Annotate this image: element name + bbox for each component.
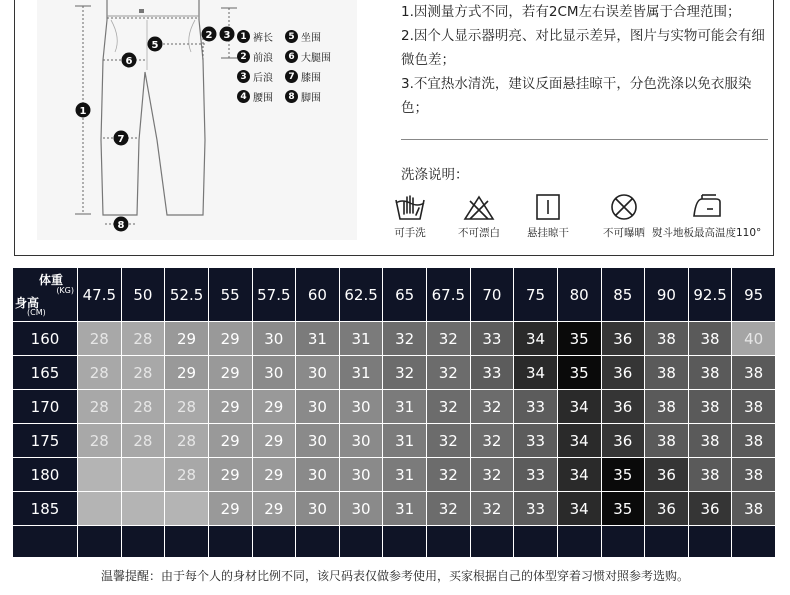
size-cell: 29 bbox=[208, 356, 252, 390]
legend-item-7: 7 膝围 bbox=[285, 69, 321, 84]
size-cell: 29 bbox=[252, 390, 296, 424]
legend-item-5: 5 坐围 bbox=[285, 29, 321, 44]
size-cell: 29 bbox=[208, 424, 252, 458]
diagram-marker-8: 8 bbox=[117, 220, 125, 231]
size-cell: 30 bbox=[252, 356, 296, 390]
weight-label: 体重 bbox=[38, 273, 63, 287]
size-cell: 31 bbox=[383, 390, 427, 424]
size-cell: 28 bbox=[165, 424, 209, 458]
footer-cell bbox=[13, 526, 78, 558]
size-cell: 30 bbox=[296, 492, 340, 526]
size-cell: 36 bbox=[601, 390, 645, 424]
weight-header-cell: 85 bbox=[601, 268, 645, 322]
size-cell: 34 bbox=[514, 356, 558, 390]
size-cell: 35 bbox=[601, 458, 645, 492]
size-cell: 28 bbox=[121, 390, 165, 424]
size-cell: 36 bbox=[601, 424, 645, 458]
size-cell: 32 bbox=[470, 390, 514, 424]
size-cell: 31 bbox=[339, 322, 383, 356]
size-cell: 35 bbox=[557, 356, 601, 390]
size-cell bbox=[78, 458, 122, 492]
weight-header-cell: 95 bbox=[732, 268, 776, 322]
wash-label: 熨斗地板最高温度110° bbox=[652, 227, 762, 239]
size-cell: 36 bbox=[688, 492, 732, 526]
table-row bbox=[13, 492, 776, 526]
table-row bbox=[13, 356, 776, 390]
weight-header-cell: 47.5 bbox=[78, 268, 122, 322]
height-cell: 165 bbox=[13, 356, 78, 390]
size-cell: 30 bbox=[339, 390, 383, 424]
size-cell: 32 bbox=[427, 458, 471, 492]
legend-item-6: 6 大腿围 bbox=[285, 49, 331, 64]
weight-header-cell: 55 bbox=[208, 268, 252, 322]
size-cell: 28 bbox=[78, 424, 122, 458]
footer-cell bbox=[121, 526, 165, 558]
table-row bbox=[13, 322, 776, 356]
size-cell: 30 bbox=[296, 390, 340, 424]
wash-item-no-sun-dry bbox=[603, 192, 645, 240]
footer-cell bbox=[645, 526, 689, 558]
size-cell: 32 bbox=[427, 390, 471, 424]
height-cell: 180 bbox=[13, 458, 78, 492]
size-cell: 32 bbox=[470, 458, 514, 492]
height-cell: 185 bbox=[13, 492, 78, 526]
size-cell: 35 bbox=[601, 492, 645, 526]
size-cell: 38 bbox=[688, 390, 732, 424]
legend-item-3: 3 后浪 bbox=[237, 69, 273, 84]
size-cell: 29 bbox=[165, 322, 209, 356]
iron-icon bbox=[690, 192, 724, 222]
note-3: 3.不宜热水清洗，建议反面悬挂晾干，分色洗涤以免衣服染色； bbox=[401, 76, 752, 116]
footer-cell bbox=[165, 526, 209, 558]
no-bleach-icon bbox=[462, 192, 496, 222]
size-cell: 38 bbox=[688, 424, 732, 458]
size-cell: 32 bbox=[470, 492, 514, 526]
weight-header-cell: 67.5 bbox=[427, 268, 471, 322]
footer-note: 温馨提醒：由于每个人的身材比例不同，该尺码表仅做参考使用，买家根据自己的体型穿着习惯对照参考选购。 bbox=[100, 569, 689, 583]
weight-header-cell: 57.5 bbox=[252, 268, 296, 322]
size-cell: 38 bbox=[645, 322, 689, 356]
size-cell: 28 bbox=[121, 322, 165, 356]
footer-cell bbox=[339, 526, 383, 558]
size-cell: 32 bbox=[427, 322, 471, 356]
note-2: 2.因个人显示器明亮、对比显示差异，图片与实物可能会有细微色差； bbox=[401, 28, 765, 68]
weight-header-cell: 92.5 bbox=[688, 268, 732, 322]
diagram-marker-6: 6 bbox=[125, 56, 133, 67]
size-cell: 38 bbox=[732, 356, 776, 390]
size-cell: 30 bbox=[339, 492, 383, 526]
size-cell: 38 bbox=[688, 322, 732, 356]
size-cell: 32 bbox=[427, 424, 471, 458]
size-cell: 32 bbox=[470, 424, 514, 458]
size-cell: 29 bbox=[208, 492, 252, 526]
footer-cell bbox=[514, 526, 558, 558]
care-notes bbox=[401, 0, 771, 120]
size-cell: 35 bbox=[557, 322, 601, 356]
size-cell: 38 bbox=[688, 458, 732, 492]
size-cell: 32 bbox=[383, 356, 427, 390]
info-panel bbox=[14, 0, 774, 256]
size-cell: 33 bbox=[514, 458, 558, 492]
size-cell: 34 bbox=[557, 458, 601, 492]
size-cell: 31 bbox=[383, 424, 427, 458]
weight-header-cell: 52.5 bbox=[165, 268, 209, 322]
size-cell: 38 bbox=[732, 492, 776, 526]
size-cell: 34 bbox=[514, 322, 558, 356]
footer-cell bbox=[732, 526, 776, 558]
size-cell: 36 bbox=[645, 458, 689, 492]
diagram-marker-1: 1 bbox=[79, 106, 87, 117]
wash-label: 可手洗 bbox=[394, 227, 426, 239]
height-cell: 170 bbox=[13, 390, 78, 424]
size-cell: 38 bbox=[688, 356, 732, 390]
wash-item-hand-wash bbox=[393, 192, 427, 240]
legend-item-1: 1 裤长 bbox=[237, 29, 273, 44]
size-cell: 31 bbox=[383, 492, 427, 526]
size-cell: 31 bbox=[339, 356, 383, 390]
legend-item-8: 8 脚围 bbox=[285, 89, 321, 104]
size-cell: 38 bbox=[645, 424, 689, 458]
size-cell: 30 bbox=[252, 322, 296, 356]
diagram-marker-7: 7 bbox=[117, 134, 125, 145]
wash-label: 不可漂白 bbox=[458, 227, 500, 239]
footer-cell bbox=[601, 526, 645, 558]
size-cell: 29 bbox=[252, 424, 296, 458]
size-cell: 34 bbox=[557, 492, 601, 526]
size-cell: 38 bbox=[732, 458, 776, 492]
note-1: 1.因测量方式不同，若有2CM左右误差皆属于合理范围； bbox=[401, 4, 741, 20]
height-unit: (CM) bbox=[27, 308, 46, 317]
size-cell: 30 bbox=[296, 458, 340, 492]
legend-item-4: 4 腰围 bbox=[237, 89, 273, 104]
legend-item-2: 2 前浪 bbox=[237, 49, 273, 64]
footer-cell bbox=[383, 526, 427, 558]
size-cell: 40 bbox=[732, 322, 776, 356]
table-row bbox=[13, 458, 776, 492]
size-cell: 30 bbox=[339, 424, 383, 458]
size-cell: 30 bbox=[296, 356, 340, 390]
size-cell: 33 bbox=[470, 356, 514, 390]
wash-item-hang-dry bbox=[527, 192, 569, 240]
size-cell bbox=[121, 458, 165, 492]
no-sun-dry-icon bbox=[607, 192, 641, 222]
size-cell bbox=[78, 492, 122, 526]
footer-cell bbox=[296, 526, 340, 558]
size-cell: 29 bbox=[208, 322, 252, 356]
size-cell: 30 bbox=[296, 424, 340, 458]
height-cell: 160 bbox=[13, 322, 78, 356]
footer-cell bbox=[470, 526, 514, 558]
table-footer-row bbox=[13, 526, 776, 558]
size-cell: 38 bbox=[645, 356, 689, 390]
table-row bbox=[13, 390, 776, 424]
size-cell: 28 bbox=[121, 356, 165, 390]
size-cell: 33 bbox=[470, 322, 514, 356]
size-cell: 31 bbox=[296, 322, 340, 356]
size-cell bbox=[121, 492, 165, 526]
weight-header-cell: 50 bbox=[121, 268, 165, 322]
weight-header-cell: 90 bbox=[645, 268, 689, 322]
diagram-marker-2: 2 bbox=[205, 30, 213, 41]
table-row bbox=[13, 424, 776, 458]
footer-cell bbox=[427, 526, 471, 558]
size-cell: 34 bbox=[557, 424, 601, 458]
size-cell: 33 bbox=[514, 424, 558, 458]
size-cell: 29 bbox=[208, 458, 252, 492]
size-cell: 28 bbox=[78, 356, 122, 390]
size-cell: 29 bbox=[165, 356, 209, 390]
weight-header-cell: 70 bbox=[470, 268, 514, 322]
height-cell: 175 bbox=[13, 424, 78, 458]
diagram-marker-5: 5 bbox=[151, 40, 159, 51]
size-cell: 28 bbox=[121, 424, 165, 458]
size-cell: 29 bbox=[252, 458, 296, 492]
weight-unit: (KG) bbox=[56, 286, 74, 295]
weight-header-row bbox=[13, 268, 776, 322]
diagram-marker-3: 3 bbox=[223, 30, 231, 41]
size-cell: 33 bbox=[514, 492, 558, 526]
size-cell: 34 bbox=[557, 390, 601, 424]
hand-wash-icon bbox=[393, 192, 427, 222]
weight-header-cell: 60 bbox=[296, 268, 340, 322]
weight-header-cell: 65 bbox=[383, 268, 427, 322]
footer-cell bbox=[557, 526, 601, 558]
size-cell: 30 bbox=[339, 458, 383, 492]
size-cell: 29 bbox=[252, 492, 296, 526]
size-cell: 38 bbox=[732, 390, 776, 424]
weight-header-cell: 62.5 bbox=[339, 268, 383, 322]
footer-cell bbox=[208, 526, 252, 558]
size-cell: 33 bbox=[514, 390, 558, 424]
size-cell: 38 bbox=[732, 424, 776, 458]
height-label: 身高 bbox=[15, 296, 40, 310]
size-cell: 28 bbox=[78, 322, 122, 356]
size-cell: 28 bbox=[165, 390, 209, 424]
weight-header-cell: 80 bbox=[557, 268, 601, 322]
size-cell: 36 bbox=[601, 356, 645, 390]
size-cell: 28 bbox=[78, 390, 122, 424]
size-cell: 28 bbox=[165, 458, 209, 492]
size-cell: 36 bbox=[645, 492, 689, 526]
size-cell: 29 bbox=[208, 390, 252, 424]
table-corner bbox=[13, 268, 78, 322]
size-chart-table bbox=[12, 267, 776, 558]
footer-cell bbox=[252, 526, 296, 558]
wash-item-iron bbox=[652, 192, 761, 240]
size-cell: 32 bbox=[383, 322, 427, 356]
size-cell bbox=[165, 492, 209, 526]
weight-header-cell: 75 bbox=[514, 268, 558, 322]
size-cell: 31 bbox=[383, 458, 427, 492]
size-cell: 32 bbox=[427, 356, 471, 390]
footer-cell bbox=[78, 526, 122, 558]
divider bbox=[401, 139, 768, 140]
hang-dry-icon bbox=[531, 192, 565, 222]
wash-label: 不可曝晒 bbox=[603, 227, 645, 239]
size-cell: 32 bbox=[427, 492, 471, 526]
size-cell: 36 bbox=[601, 322, 645, 356]
wash-item-no-bleach bbox=[458, 192, 500, 240]
wash-title: 洗涤说明： bbox=[401, 167, 469, 183]
size-cell: 38 bbox=[645, 390, 689, 424]
footer-cell bbox=[688, 526, 732, 558]
wash-label: 悬挂晾干 bbox=[527, 227, 569, 239]
